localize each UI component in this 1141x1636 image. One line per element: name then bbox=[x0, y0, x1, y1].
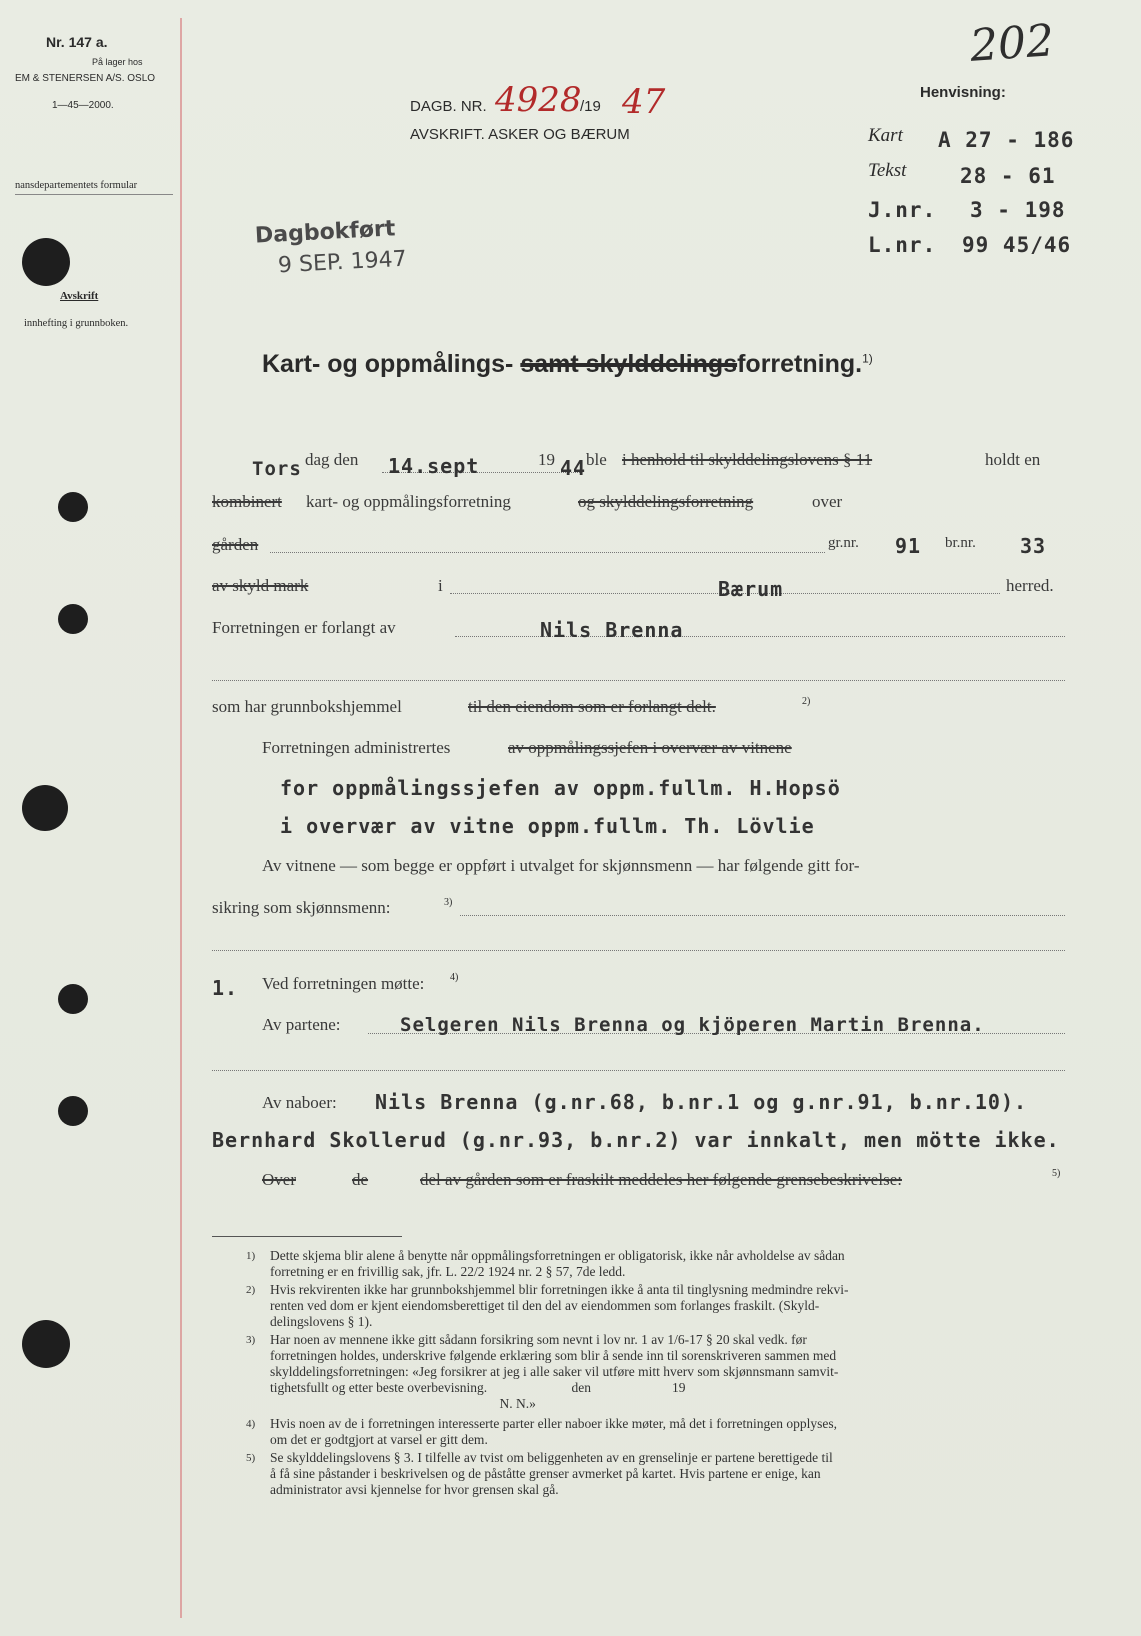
title-footnote: 1) bbox=[862, 351, 873, 366]
line2-mid: kart- og oppmålingsforretning bbox=[306, 492, 511, 511]
binder-hole bbox=[58, 604, 88, 634]
year-value: 44 bbox=[560, 456, 587, 480]
footnote-2-mark: 2) bbox=[246, 1284, 256, 1296]
footnote-5-mark: 5) bbox=[246, 1452, 256, 1464]
partene-value: Selgeren Nils Brenna og kjöperen Martin Brenna. bbox=[400, 1014, 985, 1036]
avskrift-title: Avskrift bbox=[60, 290, 99, 302]
title-part2: forretning. bbox=[737, 350, 863, 378]
dagbokfort-stamp-line1: Dagbokført bbox=[254, 216, 396, 249]
binder-hole bbox=[58, 492, 88, 522]
footnote-2-line: delingslovens § 1). bbox=[270, 1314, 373, 1329]
dagb-number: 4928 bbox=[495, 80, 582, 120]
admin-typed-line1: for oppmålingssjefen av oppm.fullm. H.Hopsö bbox=[280, 776, 841, 800]
ref-label-kart: Kart bbox=[868, 125, 903, 146]
footnote-5-line: administrator avsi kjennelse for hvor grensen skal gå. bbox=[270, 1482, 559, 1497]
footnote-4-line: om det er godtgjort at varsel er gitt dem. bbox=[270, 1432, 488, 1447]
naboer-value: Nils Brenna (g.nr.68, b.nr.1 og g.nr.91, b.nr.10). bbox=[375, 1090, 1028, 1114]
place-value: Bærum bbox=[718, 577, 784, 601]
footnote-rule bbox=[212, 1236, 402, 1237]
hjemmel-struck: til den eiendom som er forlangt delt. bbox=[468, 697, 716, 716]
binder-hole bbox=[22, 785, 68, 831]
page-number: 202 bbox=[968, 15, 1056, 72]
ref-value-tekst: 28 - 61 bbox=[960, 164, 1056, 188]
item-number: 1. bbox=[212, 976, 239, 1000]
dagb-label: DAGB. NR. bbox=[410, 98, 487, 115]
footnote-3-line: forretningen holdes, underskrive følgende erklæring som blir å sende inn til sorenskriveren sammen med bbox=[270, 1348, 837, 1363]
grnr-value: 91 bbox=[895, 534, 922, 558]
publisher-line-2: EM & STENERSEN A/S. OSLO bbox=[15, 73, 156, 84]
line3-dots bbox=[270, 552, 825, 553]
grense-struck: del av gården som er fraskilt meddeles her følgende grensebeskrivelse: bbox=[420, 1170, 902, 1189]
footnote-5 bbox=[246, 1450, 1070, 1498]
binder-hole bbox=[22, 1320, 70, 1368]
vitne-line2: sikring som skjønnsmenn: bbox=[212, 898, 391, 917]
line2-struck1: kombinert bbox=[212, 492, 282, 511]
footnote-3-line: skylddelingsforretningen: «Jeg forsikrer at jeg i alle saker vil utføre mitt hverv som skjønnsmann samvit- bbox=[270, 1364, 839, 1379]
century-label: 19 bbox=[538, 450, 555, 469]
hjemmel-label: som har grunnbokshjemmel bbox=[212, 697, 402, 716]
grnr-label: gr.nr. bbox=[828, 535, 859, 551]
footnote-3-line: N. N.» bbox=[270, 1396, 536, 1411]
naboer-label: Av naboer: bbox=[262, 1093, 337, 1112]
day-typed: Tors bbox=[252, 458, 302, 480]
ref-value-lnr: 99 45/46 bbox=[962, 233, 1072, 257]
form-number: Nr. 147 a. bbox=[46, 34, 108, 50]
ref-value-kart: A 27 - 186 bbox=[938, 128, 1075, 152]
binder-hole bbox=[58, 1096, 88, 1126]
partene-blank-dots bbox=[212, 1070, 1065, 1071]
brnr-label: br.nr. bbox=[945, 535, 976, 551]
footnote-2-line: Hvis rekvirenten ikke har grunnbokshjemmel blir forretningen ikke å anta til tinglysning medmindre rekvi- bbox=[270, 1282, 849, 1297]
blank-line-dots bbox=[212, 680, 1065, 681]
vitne-dots bbox=[460, 915, 1065, 916]
footnote-1-mark: 1) bbox=[246, 1250, 256, 1262]
footnote-3-line: Har noen av mennene ikke gitt sådann forsikring som nevnt i lov nr. 1 av 1/6-17 § 20 skal vedk. før bbox=[270, 1332, 807, 1347]
footnote-1-line: Dette skjema blir alene å benytte når oppmålingsforretningen er obligatorisk, ikke når avholdelse av sådan bbox=[270, 1248, 845, 1263]
mote-footnote: 4) bbox=[450, 972, 459, 983]
footnote-2-line: renten ved dom er kjent eiendomsberettiget til den del av eiendommen som forlanges fraskilt. (Skyld- bbox=[270, 1298, 820, 1313]
footnote-3-mark: 3) bbox=[246, 1334, 256, 1346]
date-value: 14.sept bbox=[388, 454, 480, 478]
footnote-1 bbox=[246, 1248, 1070, 1280]
grense-footnote: 5) bbox=[1052, 1168, 1061, 1179]
hjemmel-footnote: 2) bbox=[802, 696, 811, 707]
henvisning-title: Henvisning: bbox=[920, 84, 1006, 101]
binder-hole bbox=[22, 238, 70, 286]
line4-struck: av skyld mark bbox=[212, 576, 309, 595]
line2-struck2: og skylddelingsforretning bbox=[578, 492, 754, 511]
avskrift-line: AVSKRIFT. ASKER OG BÆRUM bbox=[410, 126, 630, 143]
line4-i: i bbox=[438, 576, 443, 595]
footnote-4 bbox=[246, 1416, 1070, 1448]
mote-label: Ved forretningen møtte: bbox=[262, 974, 425, 993]
publisher-line-1: På lager hos bbox=[92, 57, 143, 67]
margin-divider bbox=[15, 194, 173, 195]
ref-label-lnr: L.nr. bbox=[868, 233, 937, 257]
footnote-4-mark: 4) bbox=[246, 1418, 256, 1430]
footnote-3-line: tighetsfullt og etter beste overbevisning. den 19 bbox=[270, 1380, 686, 1395]
line3-struck: gården bbox=[212, 535, 259, 554]
line1-struck: i henhold til skylddelingslovens § 11 bbox=[622, 450, 873, 469]
avskrift-text: innhefting i grunnboken. bbox=[24, 318, 129, 329]
dagb-year: 47 bbox=[622, 82, 666, 122]
ref-value-jnr: 3 - 198 bbox=[970, 198, 1066, 222]
line2-end: over bbox=[812, 492, 843, 511]
footnote-2 bbox=[246, 1282, 1070, 1330]
margin-rule bbox=[180, 18, 182, 1618]
footnote-4-line: Hvis noen av de i forretningen interesserte parter eller naboer ikke møter, må det i forretningen opplyses, bbox=[270, 1416, 838, 1431]
title-struck: samt skylddelings bbox=[520, 350, 738, 378]
brnr-value: 33 bbox=[1020, 534, 1047, 558]
vitne-line1: Av vitnene — som begge er oppført i utvalget for skjønnsmenn — har følgende gitt for- bbox=[262, 856, 860, 875]
day-label: dag den bbox=[305, 450, 359, 469]
administrertes-label: Forretningen administrertes bbox=[262, 738, 451, 757]
line4-end: herred. bbox=[1006, 576, 1054, 595]
footnote-1-line: forretning er en frivillig sak, jfr. L. 22/2 1924 nr. 2 § 57, 7de ledd. bbox=[270, 1264, 626, 1279]
dagb-year-prefix: /19 bbox=[580, 98, 601, 115]
ble-label: ble bbox=[586, 450, 607, 469]
formular-note: nansdepartementets formular bbox=[15, 180, 138, 191]
ref-label-tekst: Tekst bbox=[868, 160, 907, 181]
print-run: 1—45—2000. bbox=[52, 100, 114, 111]
partene-label: Av partene: bbox=[262, 1015, 341, 1034]
administrertes-struck: av oppmålingssjefen i overvær av vitnene bbox=[508, 738, 792, 757]
form-title bbox=[262, 350, 873, 379]
forlangt-value: Nils Brenna bbox=[540, 618, 684, 642]
over-struck: Over bbox=[262, 1170, 296, 1189]
forlangt-label: Forretningen er forlangt av bbox=[212, 618, 396, 637]
admin-typed-line2: i overvær av vitne oppm.fullm. Th. Lövlie bbox=[280, 814, 815, 838]
footnote-5-line: å få sine påstander i beskrivelsen og de påståtte grenser avmerket på kartet. Hvis partene er enige, kan bbox=[270, 1466, 821, 1481]
line1-end: holdt en bbox=[985, 450, 1041, 469]
vitne-footnote: 3) bbox=[444, 897, 453, 908]
title-part1: Kart- og oppmålings- bbox=[262, 350, 514, 378]
binder-hole bbox=[58, 984, 88, 1014]
de-struck: de bbox=[352, 1170, 369, 1189]
dagbokfort-stamp-line2: 9 SEP. 1947 bbox=[277, 246, 408, 279]
naboer-line2: Bernhard Skollerud (g.nr.93, b.nr.2) var innkalt, men mötte ikke. bbox=[212, 1128, 1060, 1152]
ref-label-jnr: J.nr. bbox=[868, 198, 937, 222]
footnote-3 bbox=[246, 1332, 1070, 1412]
footnote-5-line: Se skylddelingslovens § 3. I tilfelle av tvist om beliggenheten av en grenselinje er partene berettigede til bbox=[270, 1450, 833, 1465]
vitne-blank-dots bbox=[212, 950, 1065, 951]
